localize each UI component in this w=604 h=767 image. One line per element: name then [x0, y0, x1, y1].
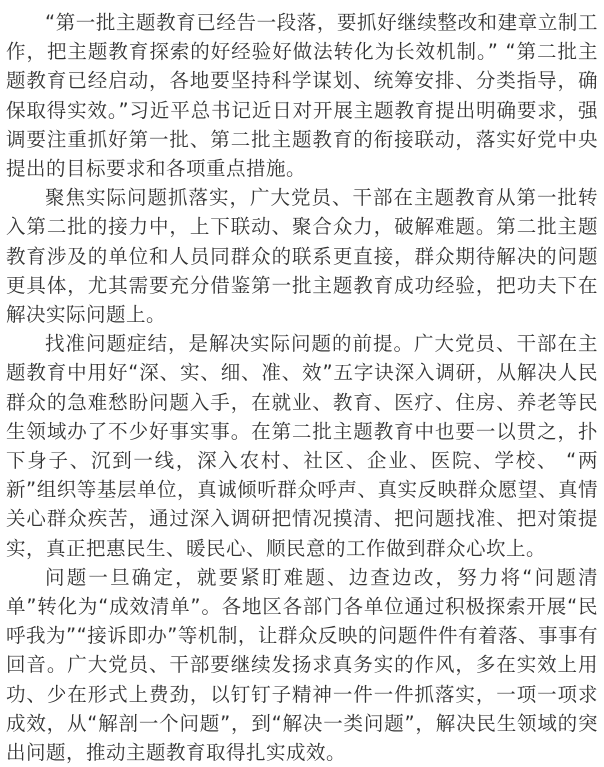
- paragraph-1: “第一批主题教育已经告一段落，要抓好继续整改和建章立制工作，把主题教育探索的好经验好做法转化为长效机制。” “第二批主题教育已经启动，各地要坚持科学谋划、统筹安排、分类指导，确保取得实效。”习近平总书记近日对开展主题教育提出明确要求，强调要注重抓好第一批、第二批主题教育的衔接联动，落实好党中央提出的目标要求和各项重点措施。: [6, 11, 598, 181]
- paragraph-3: 找准问题症结，是解决实际问题的前提。广大党员、干部在主题教育中用好“深、实、细、准、效”五字诀深入调研，从解决人民群众的急难愁盼问题入手，在就业、教育、医疗、住房、养老等民生领域办了不少好事实事。在第二批主题教育中也要一以贯之，扑下身子、沉到一线，深入农村、社区、企业、医院、学校、 “两新”组织等基层单位，真诚倾听群众呼声、真实反映群众愿望、真情关心群众疾苦，通过深入调研把情况摸清、把问题找准、把对策提实，真正把惠民生、暖民心、顺民意的工作做到群众心坎上。: [6, 332, 598, 560]
- paragraph-4: 问题一旦确定，就要紧盯难题、边查边改，努力将“问题清单”转化为“成效清单”。各地区各部门各单位通过积极探索开展“民呼我为”“接诉即办”等机制，让群众反映的问题件件有着落、事事有回音。广大党员、干部要继续发扬求真务实的作风，多在实效上用功、少在形式上费劲，以钉钉子精神一件一件抓落实，一项一项求成效，从“解剖一个问题”，到“解决一类问题”，解决民生领域的突出问题，推动主题教育取得扎实成效。: [6, 565, 598, 765]
- paragraph-2: 聚焦实际问题抓落实，广大党员、干部在主题教育从第一批转入第二批的接力中，上下联动、聚合众力，破解难题。第二批主题教育涉及的单位和人员同群众的联系更直接，群众期待解决的问题更具体，尤其需要充分借鉴第一批主题教育成功经验，把功夫下在解决实际问题上。: [6, 186, 598, 327]
